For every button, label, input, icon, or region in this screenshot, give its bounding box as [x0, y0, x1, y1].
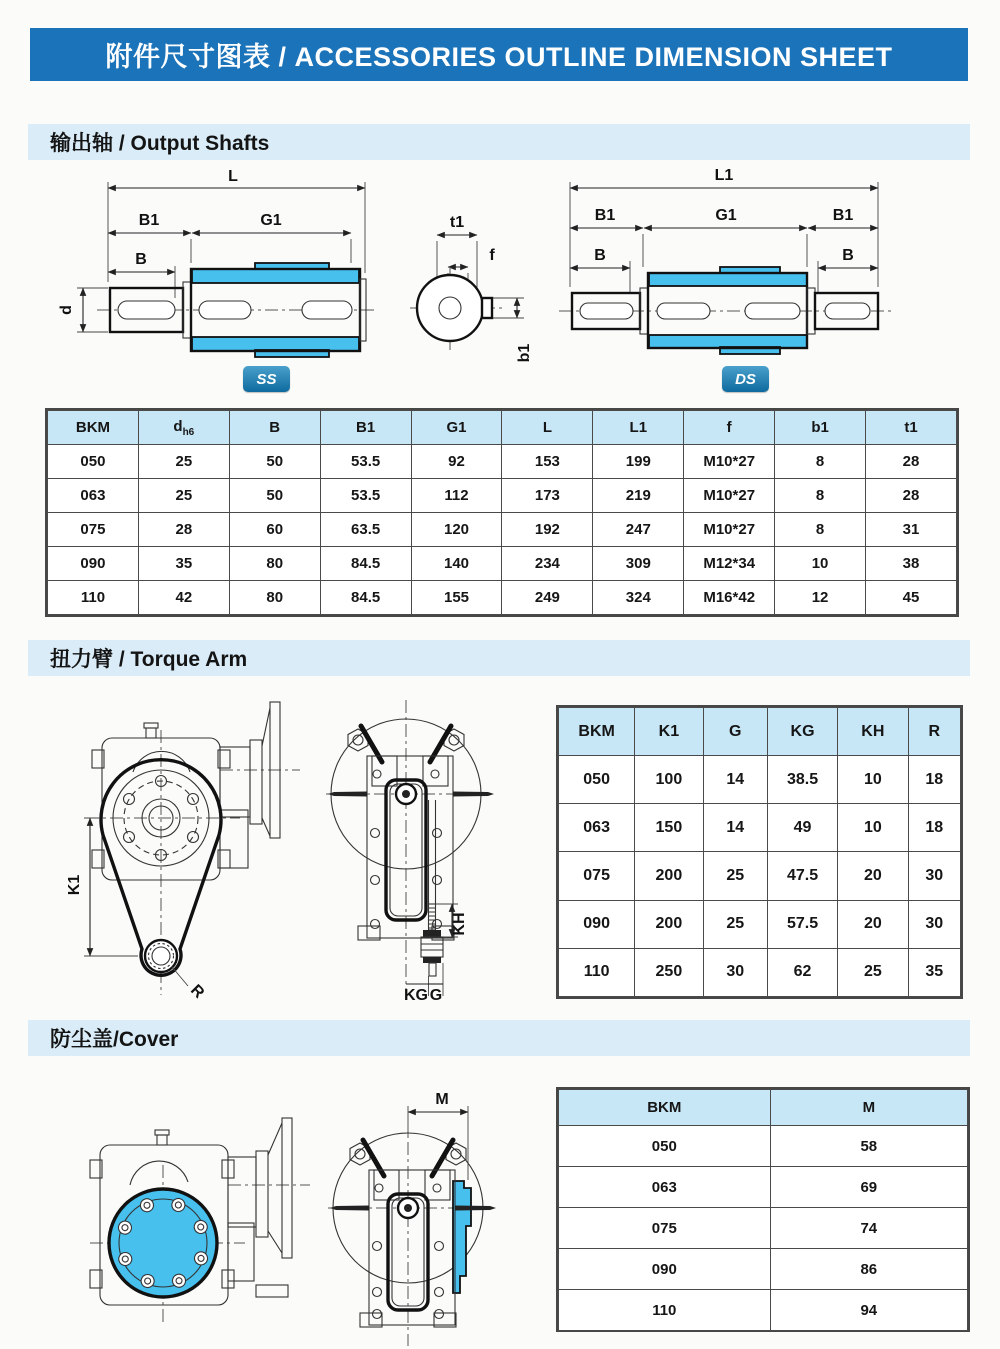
dim-label: G1 [715, 207, 737, 224]
table-cell: 53.5 [320, 479, 411, 513]
dim-label: B1 [594, 207, 616, 224]
output-shafts-table-grid [47, 410, 957, 615]
table-cell: 14 [703, 756, 767, 804]
torque-arm-table-grid [558, 707, 961, 997]
table-row [48, 445, 957, 479]
table-cell: 80 [229, 547, 320, 581]
table-cell: 249 [502, 581, 593, 615]
table-cell: 38 [866, 547, 957, 581]
dim-label: L1 [714, 167, 734, 184]
table-row [559, 1126, 968, 1167]
table-cell: 28 [138, 513, 229, 547]
dim-label: d [58, 305, 75, 315]
dim-label: B [842, 247, 854, 264]
table-cell: 25 [703, 900, 767, 948]
dim-label: R [187, 981, 208, 1002]
table-cell: M10*27 [684, 513, 775, 547]
dim-label: B1 [138, 212, 160, 229]
table-cell: 38.5 [767, 756, 837, 804]
table-cell: 050 [559, 756, 635, 804]
dim-label: M [435, 1091, 449, 1108]
table-cell: 28 [866, 445, 957, 479]
table-cell: 120 [411, 513, 502, 547]
table-cell: 10 [838, 756, 908, 804]
table-row [559, 852, 961, 900]
table-cell: 50 [229, 479, 320, 513]
table-row [559, 948, 961, 996]
table-cell: 050 [48, 445, 139, 479]
column-header: M [770, 1090, 967, 1126]
table-cell: 063 [48, 479, 139, 513]
column-header: b1 [775, 411, 866, 445]
section-heading-output-shafts: 输出轴 / Output Shafts [28, 124, 970, 160]
table-cell: 49 [767, 804, 837, 852]
column-header: B1 [320, 411, 411, 445]
dim-label: b1 [516, 343, 533, 363]
torque-arm-side-view-drawing [60, 690, 340, 1020]
table-cell: 47.5 [767, 852, 837, 900]
table-row [559, 1167, 968, 1208]
dim-label: L [228, 168, 238, 185]
table-cell: 20 [838, 900, 908, 948]
table-cell: 153 [502, 445, 593, 479]
dim-label: t1 [449, 214, 465, 231]
table-cell: 199 [593, 445, 684, 479]
table-cell: 35 [138, 547, 229, 581]
table-row [559, 1208, 968, 1249]
table-cell: 234 [502, 547, 593, 581]
table-cell: 12 [775, 581, 866, 615]
column-header: KH [838, 708, 908, 756]
table-cell: 30 [908, 852, 961, 900]
table-cell: 324 [593, 581, 684, 615]
table-cell: 8 [775, 445, 866, 479]
shaft-type-badge-ds: DS [722, 366, 769, 392]
table-cell: 86 [770, 1249, 967, 1290]
column-header: t1 [866, 411, 957, 445]
table-cell: 100 [635, 756, 703, 804]
table-cell: 25 [838, 948, 908, 996]
table-cell: 150 [635, 804, 703, 852]
table-cell: 219 [593, 479, 684, 513]
table-cell: M10*27 [684, 445, 775, 479]
dim-label: B [135, 251, 147, 268]
cover-table [556, 1087, 970, 1332]
column-header: KG [767, 708, 837, 756]
table-cell: 60 [229, 513, 320, 547]
column-header: B [229, 411, 320, 445]
table-cell: 075 [559, 1208, 771, 1249]
table-cell: 42 [138, 581, 229, 615]
table-cell: 50 [229, 445, 320, 479]
table-cell: 075 [559, 852, 635, 900]
table-cell: 53.5 [320, 445, 411, 479]
table-cell: 247 [593, 513, 684, 547]
table-cell: 10 [775, 547, 866, 581]
section-heading-cover: 防尘盖/Cover [28, 1020, 970, 1056]
table-cell: 92 [411, 445, 502, 479]
column-header: G [703, 708, 767, 756]
table-cell: 84.5 [320, 547, 411, 581]
table-cell: 18 [908, 804, 961, 852]
table-row [559, 1249, 968, 1290]
torque-arm-front-view-drawing [330, 688, 560, 1018]
table-cell: 075 [48, 513, 139, 547]
table-cell: 250 [635, 948, 703, 996]
dim-label: K1 [66, 874, 83, 896]
dim-label: B [594, 247, 606, 264]
dim-label: B1 [832, 207, 854, 224]
shaft-type-badge-ss: SS [243, 366, 290, 392]
table-cell: 20 [838, 852, 908, 900]
table-cell: 8 [775, 513, 866, 547]
table-cell: 063 [559, 1167, 771, 1208]
table-cell: 140 [411, 547, 502, 581]
section-heading-torque-arm: 扭力臂 / Torque Arm [28, 640, 970, 676]
column-header: BKM [559, 1090, 771, 1126]
table-row [48, 479, 957, 513]
table-cell: M12*34 [684, 547, 775, 581]
table-cell: 090 [559, 900, 635, 948]
cover-table-grid [558, 1089, 968, 1331]
table-cell: M16*42 [684, 581, 775, 615]
table-cell: 309 [593, 547, 684, 581]
column-header: R [908, 708, 961, 756]
column-header: K1 [635, 708, 703, 756]
table-cell: 10 [838, 804, 908, 852]
table-cell: 25 [138, 479, 229, 513]
table-cell: 090 [559, 1249, 771, 1290]
output-shafts-table [45, 408, 959, 617]
table-row [559, 900, 961, 948]
dim-label: KH [451, 912, 468, 936]
page-title: 附件尺寸图表 / ACCESSORIES OUTLINE DIMENSION SHEET [30, 28, 968, 81]
table-cell: 30 [703, 948, 767, 996]
table-cell: 050 [559, 1126, 771, 1167]
dim-label: G1 [260, 212, 282, 229]
column-header: f [684, 411, 775, 445]
table-row [48, 513, 957, 547]
dim-label: KG [404, 987, 428, 1004]
column-header: L [502, 411, 593, 445]
table-cell: 80 [229, 581, 320, 615]
table-cell: 31 [866, 513, 957, 547]
column-header: L1 [593, 411, 684, 445]
table-cell: 63.5 [320, 513, 411, 547]
table-cell: 063 [559, 804, 635, 852]
output-shaft-ds-drawing [545, 160, 960, 400]
torque-arm-table [556, 705, 963, 999]
table-cell: 155 [411, 581, 502, 615]
column-header: BKM [559, 708, 635, 756]
table-cell: 110 [559, 1290, 771, 1331]
table-cell: 110 [559, 948, 635, 996]
table-cell: 192 [502, 513, 593, 547]
column-header: BKM [48, 411, 139, 445]
table-cell: 74 [770, 1208, 967, 1249]
table-row [559, 756, 961, 804]
table-cell: 173 [502, 479, 593, 513]
dim-label: f [489, 247, 495, 264]
table-cell: 69 [770, 1167, 967, 1208]
table-cell: 14 [703, 804, 767, 852]
table-cell: 57.5 [767, 900, 837, 948]
table-row [48, 581, 957, 615]
output-shaft-ss-drawing [55, 160, 405, 400]
table-row [559, 1290, 968, 1331]
table-cell: M10*27 [684, 479, 775, 513]
table-cell: 8 [775, 479, 866, 513]
cover-side-view-drawing [60, 1085, 350, 1345]
table-row [48, 547, 957, 581]
table-cell: 30 [908, 900, 961, 948]
table-cell: 200 [635, 900, 703, 948]
column-header: G1 [411, 411, 502, 445]
dim-label: G [429, 987, 443, 1004]
table-cell: 45 [866, 581, 957, 615]
table-cell: 110 [48, 581, 139, 615]
output-shaft-cross-section-drawing [398, 205, 548, 385]
table-cell: 62 [767, 948, 837, 996]
table-cell: 18 [908, 756, 961, 804]
table-cell: 25 [138, 445, 229, 479]
table-cell: 25 [703, 852, 767, 900]
column-header: $d_{h6}$ [138, 411, 229, 445]
table-cell: 200 [635, 852, 703, 900]
table-cell: 35 [908, 948, 961, 996]
table-row [559, 804, 961, 852]
table-cell: 94 [770, 1290, 967, 1331]
table-cell: 28 [866, 479, 957, 513]
cover-front-view-drawing [330, 1078, 570, 1348]
table-cell: 090 [48, 547, 139, 581]
table-cell: 112 [411, 479, 502, 513]
table-cell: 84.5 [320, 581, 411, 615]
table-cell: 58 [770, 1126, 967, 1167]
